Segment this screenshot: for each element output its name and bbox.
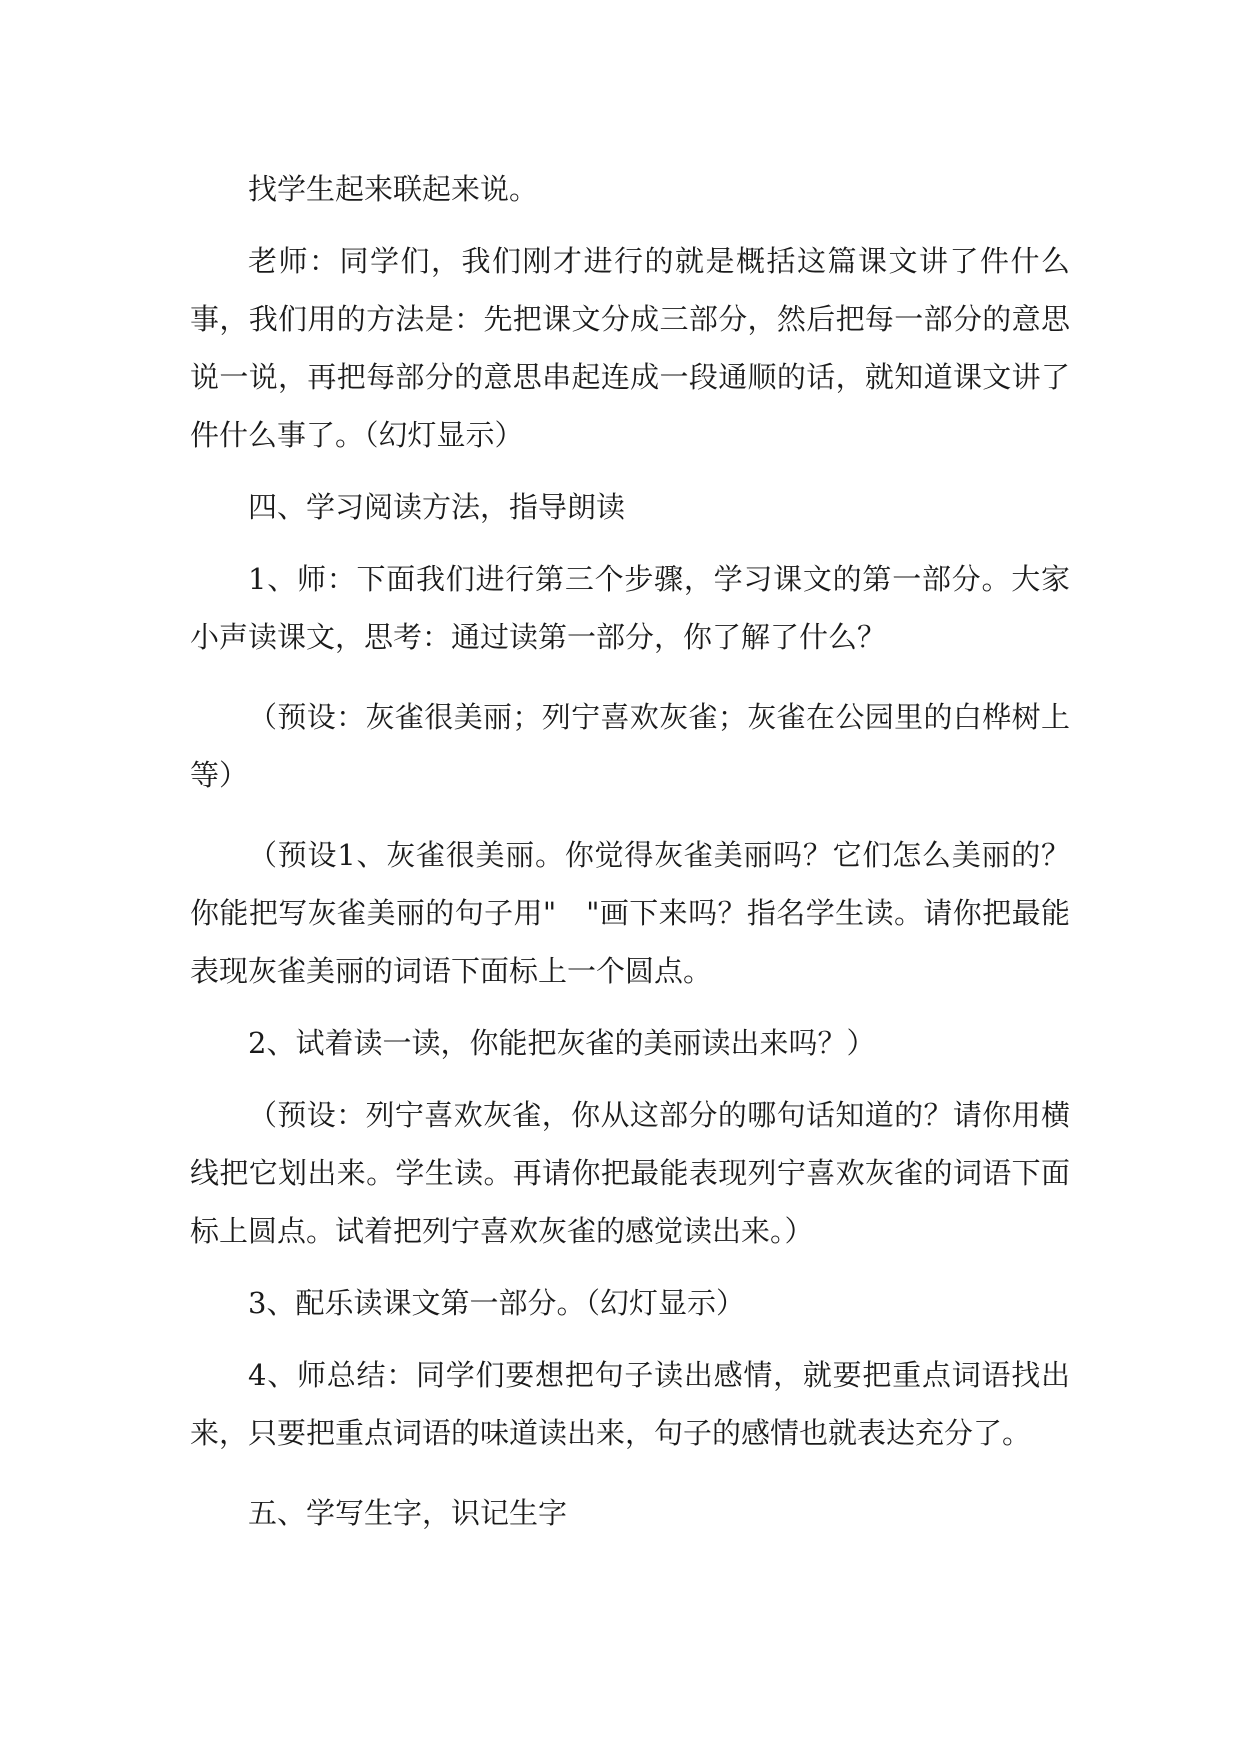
- paragraph-music-reading: 3、配乐读课文第一部分。（幻灯显示）: [248, 1286, 745, 1320]
- paragraph-students-summarize: 找学生起来联起来说。: [248, 172, 539, 206]
- paragraph-teacher-summary: 4、师总结：同学们要想把句子读出感情，就要把重点词语找出来，只要把重点词语的味道读出来，句子的感情也就表达充分了。: [190, 1358, 1070, 1450]
- section-heading-reading-method: 四、学习阅读方法，指导朗读: [248, 490, 626, 524]
- paragraph-preset-lenin: （预设：列宁喜欢灰雀，你从这部分的哪句话知道的？请你用横线把它划出来。学生读。再请你把最能表现列宁喜欢灰雀的词语下面标上圆点。试着把列宁喜欢灰雀的感觉读出来。）: [190, 1098, 1070, 1248]
- paragraph-step-three: 1、师：下面我们进行第三个步骤，学习课文的第一部分。大家小声读课文，思考：通过读第一部分，你了解了什么？: [190, 562, 1070, 654]
- paragraph-teacher-method: 老师：同学们，我们刚才进行的就是概括这篇课文讲了件什么事，我们用的方法是：先把课文分成三部分，然后把每一部分的意思说一说，再把每部分的意思串起连成一段通顺的话，就知道课文讲了件什么事了。（幻灯显示）: [190, 244, 1070, 452]
- paragraph-preset-one: （预设1、灰雀很美丽。你觉得灰雀美丽吗？它们怎么美丽的？你能把写灰雀美丽的句子用" "画下来吗？指名学生读。请你把最能表现灰雀美丽的词语下面标上一个圆点。: [190, 838, 1070, 988]
- section-heading-new-characters: 五、学写生字，识记生字: [248, 1496, 568, 1530]
- document-body: [190, 160, 1070, 1542]
- paragraph-preset-overview: （预设：灰雀很美丽；列宁喜欢灰雀；灰雀在公园里的白桦树上等）: [190, 700, 1070, 792]
- paragraph-try-reading: 2、试着读一读，你能把灰雀的美丽读出来吗？）: [248, 1026, 876, 1060]
